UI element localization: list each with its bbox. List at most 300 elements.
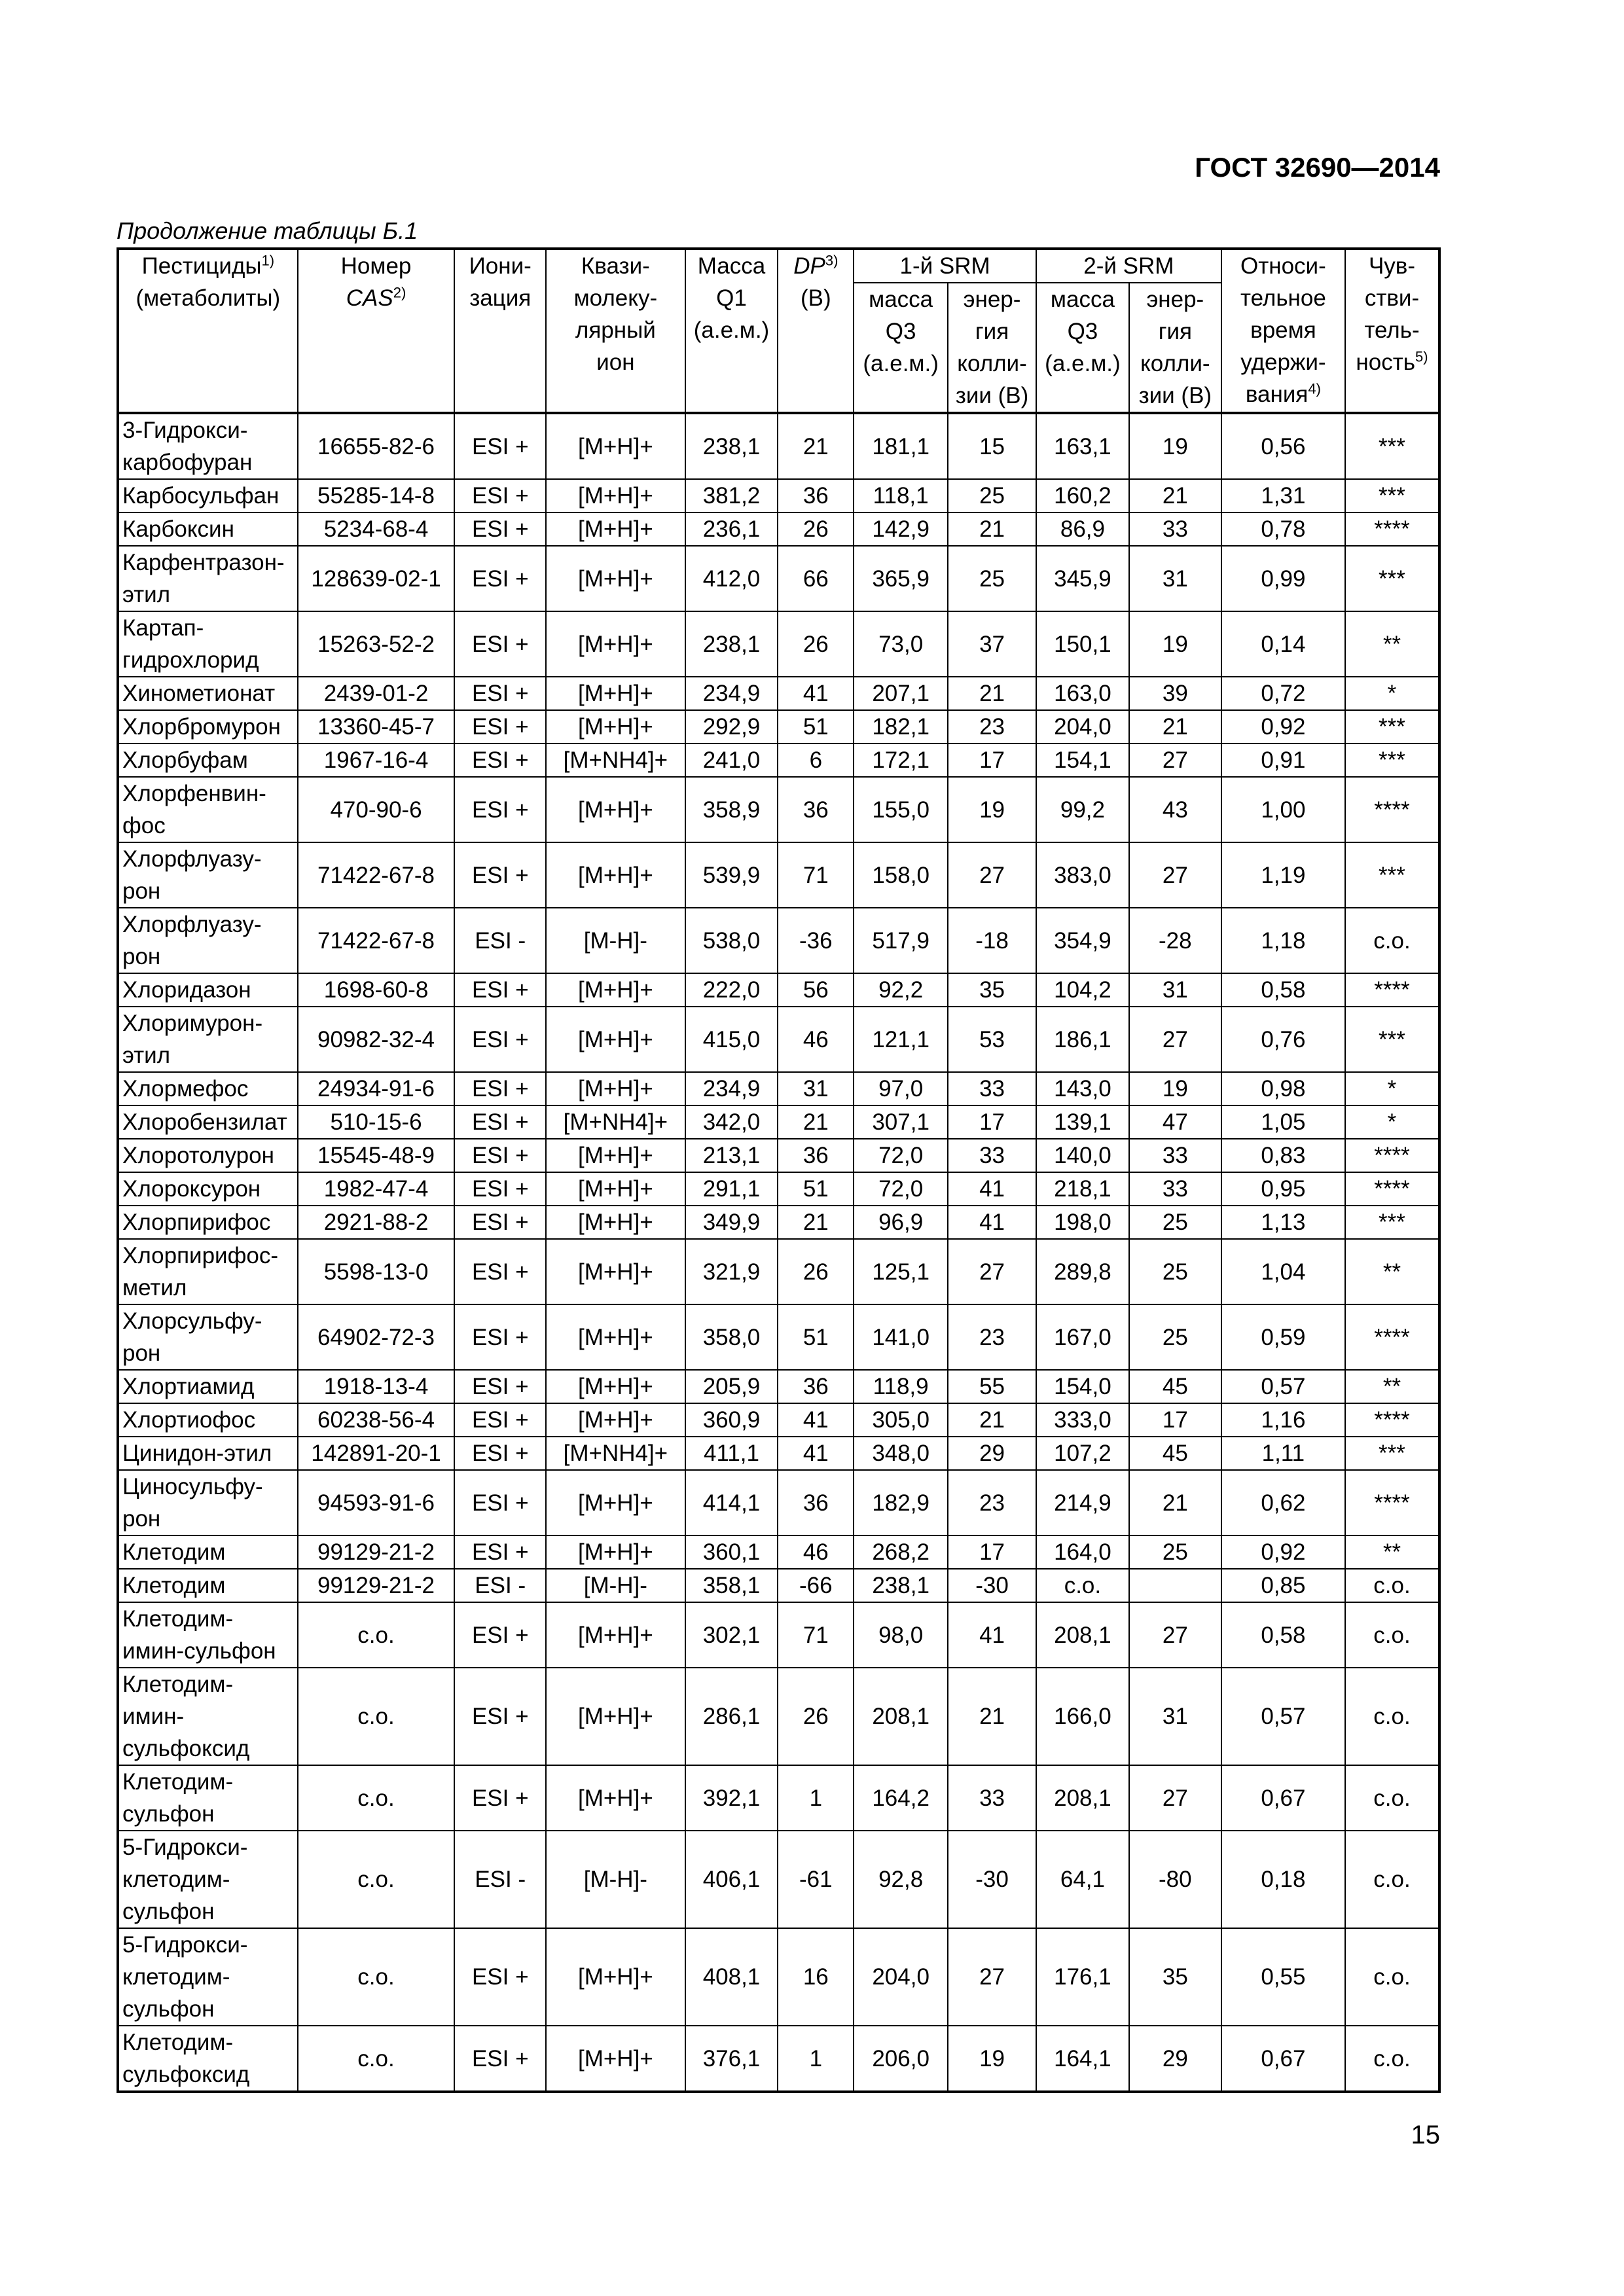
cell-srm1-energy: 21	[948, 1403, 1036, 1437]
cell-pesticide-name	[118, 1535, 298, 1569]
cell-dp: 26	[778, 611, 854, 677]
cell-ionization: ESI +	[454, 677, 546, 710]
cell-retention-time: 0,92	[1221, 710, 1345, 744]
cell-cas: 142891-20-1	[298, 1437, 455, 1470]
cell-cas: c.o.	[298, 1928, 455, 2026]
cell-ionization: ESI +	[454, 1535, 546, 1569]
cell-quasi-ion: [M+H]+	[546, 1602, 685, 1668]
cell-ionization: ESI +	[454, 611, 546, 677]
cell-mass-q1: 292,9	[685, 710, 778, 744]
pesticide-name-line: Карбоксин	[122, 516, 234, 542]
cell-sensitivity: ****	[1345, 1304, 1439, 1370]
pesticide-name-line: рон	[122, 1340, 161, 1366]
pesticide-name-line: рон	[122, 944, 161, 969]
col-quasi-ion: Квази- молеку- лярный ион	[546, 249, 685, 413]
col-srm1-mass: масса Q3 (а.е.м.)	[854, 283, 948, 413]
cell-retention-time: 0,67	[1221, 2026, 1345, 2092]
cell-srm2-mass: 218,1	[1036, 1172, 1129, 1206]
cell-srm2-mass: 186,1	[1036, 1007, 1129, 1072]
cell-cas: 90982-32-4	[298, 1007, 455, 1072]
cell-cas: 1967-16-4	[298, 744, 455, 777]
cell-quasi-ion: [M+H]+	[546, 1403, 685, 1437]
cell-dp: 36	[778, 777, 854, 842]
cell-cas: 71422-67-8	[298, 842, 455, 908]
cell-pesticide-name	[118, 546, 298, 611]
cell-mass-q1: 358,9	[685, 777, 778, 842]
cell-mass-q1: 236,1	[685, 512, 778, 546]
cell-pesticide-name	[118, 842, 298, 908]
cell-ionization: ESI +	[454, 777, 546, 842]
pesticide-table	[117, 247, 1441, 2093]
cell-srm2-mass: 154,1	[1036, 744, 1129, 777]
cell-srm1-energy: 21	[948, 1668, 1036, 1765]
cell-sensitivity: ****	[1345, 1470, 1439, 1535]
cell-srm1-mass: 96,9	[854, 1206, 948, 1239]
cell-dp: 21	[778, 1105, 854, 1139]
cell-srm1-energy: 55	[948, 1370, 1036, 1403]
pesticide-name-line: Хлорпирифос-	[122, 1243, 279, 1268]
cell-mass-q1: 411,1	[685, 1437, 778, 1470]
cell-retention-time: 1,04	[1221, 1239, 1345, 1304]
cell-srm1-energy: -18	[948, 908, 1036, 973]
cell-mass-q1: 222,0	[685, 973, 778, 1007]
cell-srm2-mass: c.o.	[1036, 1569, 1129, 1602]
pesticide-name-line: сульфон	[122, 1801, 215, 1827]
cell-retention-time: 0,99	[1221, 546, 1345, 611]
pesticide-name-line: Хлорбуфам	[122, 747, 248, 773]
cell-quasi-ion: [M+H]+	[546, 1668, 685, 1765]
pesticide-name-line: Хлорфлуазу-	[122, 846, 262, 872]
cell-sensitivity: ***	[1345, 842, 1439, 908]
pesticide-name-line: Клетодим-	[122, 1606, 234, 1632]
cell-retention-time: 0,58	[1221, 1602, 1345, 1668]
cell-dp: 41	[778, 677, 854, 710]
cell-quasi-ion: [M+H]+	[546, 611, 685, 677]
col-dp: DP$^{3)}$ (В)	[778, 249, 854, 413]
col-srm2: 2-й SRM	[1036, 249, 1221, 283]
cell-cas: 5598-13-0	[298, 1239, 455, 1304]
cell-quasi-ion: [M+H]+	[546, 512, 685, 546]
cell-srm2-mass: 163,0	[1036, 677, 1129, 710]
pesticide-name-line: Хлоридазон	[122, 977, 251, 1003]
table-row	[118, 1535, 1439, 1569]
cell-cas: 99129-21-2	[298, 1569, 455, 1602]
cell-pesticide-name	[118, 1007, 298, 1072]
cell-retention-time: 1,00	[1221, 777, 1345, 842]
table-caption: Продолжение таблицы Б.1	[117, 217, 418, 244]
cell-sensitivity: c.o.	[1345, 1831, 1439, 1928]
col-cas: Номер CAS$^{2)}$	[298, 249, 455, 413]
cell-srm1-mass: 142,9	[854, 512, 948, 546]
cell-quasi-ion: [M+H]+	[546, 1370, 685, 1403]
page-number: 15	[1411, 2121, 1440, 2149]
cell-sensitivity: c.o.	[1345, 908, 1439, 973]
cell-srm2-mass: 176,1	[1036, 1928, 1129, 2026]
document-id: ГОСТ 32690—2014	[1195, 152, 1440, 183]
cell-pesticide-name	[118, 1370, 298, 1403]
cell-srm2-energy: 47	[1129, 1105, 1221, 1139]
cell-srm1-mass: 182,1	[854, 710, 948, 744]
cell-mass-q1: 360,9	[685, 1403, 778, 1437]
cell-sensitivity: ****	[1345, 512, 1439, 546]
cell-ionization: ESI +	[454, 512, 546, 546]
cell-quasi-ion: [M+H]+	[546, 677, 685, 710]
cell-cas: 55285-14-8	[298, 479, 455, 512]
cell-srm1-mass: 517,9	[854, 908, 948, 973]
cell-mass-q1: 238,1	[685, 611, 778, 677]
pesticide-name-line: 3-Гидрокси-	[122, 418, 248, 443]
pesticide-name-line: Хлороксурон	[122, 1176, 261, 1202]
cell-pesticide-name	[118, 413, 298, 479]
cell-srm2-energy: 21	[1129, 710, 1221, 744]
cell-srm1-energy: 17	[948, 744, 1036, 777]
cell-srm2-mass: 289,8	[1036, 1239, 1129, 1304]
cell-sensitivity: ***	[1345, 546, 1439, 611]
cell-sensitivity: ***	[1345, 710, 1439, 744]
cell-pesticide-name	[118, 1172, 298, 1206]
pesticide-name-line: Хлортиамид	[122, 1374, 255, 1399]
cell-srm2-mass: 86,9	[1036, 512, 1129, 546]
cell-srm1-mass: 365,9	[854, 546, 948, 611]
cell-srm2-energy: 17	[1129, 1403, 1221, 1437]
cell-cas: 15263-52-2	[298, 611, 455, 677]
cell-mass-q1: 321,9	[685, 1239, 778, 1304]
cell-srm1-energy: -30	[948, 1831, 1036, 1928]
cell-retention-time: 0,98	[1221, 1072, 1345, 1105]
cell-retention-time: 1,16	[1221, 1403, 1345, 1437]
cell-quasi-ion: [M+H]+	[546, 1304, 685, 1370]
cell-ionization: ESI +	[454, 842, 546, 908]
cell-pesticide-name	[118, 2026, 298, 2092]
cell-dp: 71	[778, 1602, 854, 1668]
pesticide-name-line: Хлорфлуазу-	[122, 912, 262, 937]
cell-srm1-mass: 268,2	[854, 1535, 948, 1569]
cell-cas: 99129-21-2	[298, 1535, 455, 1569]
cell-retention-time: 1,31	[1221, 479, 1345, 512]
cell-mass-q1: 381,2	[685, 479, 778, 512]
cell-srm1-energy: 33	[948, 1765, 1036, 1831]
cell-srm1-mass: 118,9	[854, 1370, 948, 1403]
cell-ionization: ESI -	[454, 1831, 546, 1928]
cell-retention-time: 0,59	[1221, 1304, 1345, 1370]
cell-srm1-energy: 17	[948, 1535, 1036, 1569]
cell-srm2-energy: 39	[1129, 677, 1221, 710]
pesticide-name-line: Клетодим	[122, 1539, 226, 1565]
cell-mass-q1: 408,1	[685, 1928, 778, 2026]
pesticide-name-line: этил	[122, 1043, 171, 1068]
cell-dp: 46	[778, 1535, 854, 1569]
table-row	[118, 1765, 1439, 1831]
cell-ionization: ESI +	[454, 1470, 546, 1535]
cell-quasi-ion: [M-H]-	[546, 1569, 685, 1602]
cell-dp: 21	[778, 1206, 854, 1239]
cell-dp: 36	[778, 1139, 854, 1172]
cell-pesticide-name	[118, 512, 298, 546]
cell-mass-q1: 412,0	[685, 546, 778, 611]
table-row	[118, 1602, 1439, 1668]
pesticide-name-line: рон	[122, 1506, 161, 1532]
pesticide-name-line: гидрохлорид	[122, 647, 259, 673]
cell-ionization: ESI +	[454, 413, 546, 479]
pesticide-name-line: сульфон	[122, 1996, 215, 2022]
cell-sensitivity: **	[1345, 1370, 1439, 1403]
cell-sensitivity: ***	[1345, 1206, 1439, 1239]
cell-retention-time: 0,57	[1221, 1370, 1345, 1403]
cell-sensitivity: c.o.	[1345, 1569, 1439, 1602]
cell-srm2-mass: 139,1	[1036, 1105, 1129, 1139]
cell-quasi-ion: [M+H]+	[546, 842, 685, 908]
cell-srm2-energy: 31	[1129, 546, 1221, 611]
table-row	[118, 1072, 1439, 1105]
cell-cas: c.o.	[298, 1765, 455, 1831]
cell-pesticide-name	[118, 677, 298, 710]
cell-mass-q1: 291,1	[685, 1172, 778, 1206]
cell-mass-q1: 234,9	[685, 677, 778, 710]
cell-mass-q1: 538,0	[685, 908, 778, 973]
pesticide-name-line: этил	[122, 582, 171, 607]
table-row	[118, 1007, 1439, 1072]
cell-srm1-mass: 118,1	[854, 479, 948, 512]
cell-cas: 128639-02-1	[298, 546, 455, 611]
cell-srm1-mass: 125,1	[854, 1239, 948, 1304]
cell-sensitivity: c.o.	[1345, 1668, 1439, 1765]
cell-srm2-mass: 160,2	[1036, 479, 1129, 512]
cell-srm1-energy: 35	[948, 973, 1036, 1007]
pesticide-name-line: Клетодим-	[122, 1672, 234, 1697]
cell-retention-time: 0,67	[1221, 1765, 1345, 1831]
cell-srm1-mass: 97,0	[854, 1072, 948, 1105]
cell-srm2-mass: 150,1	[1036, 611, 1129, 677]
pesticide-name-line: Карфентразон-	[122, 550, 285, 575]
cell-srm1-energy: 41	[948, 1172, 1036, 1206]
pesticide-name-line: Клетодим-	[122, 1769, 234, 1795]
pesticide-name-line: карбофуран	[122, 450, 253, 475]
cell-cas: 64902-72-3	[298, 1304, 455, 1370]
cell-srm2-mass: 167,0	[1036, 1304, 1129, 1370]
cell-sensitivity: *	[1345, 1072, 1439, 1105]
cell-sensitivity: **	[1345, 611, 1439, 677]
cell-mass-q1: 376,1	[685, 2026, 778, 2092]
cell-srm1-mass: 172,1	[854, 744, 948, 777]
pesticide-name-line: сульфоксид	[122, 2062, 250, 2087]
cell-srm2-energy: 33	[1129, 1172, 1221, 1206]
pesticide-name-line: Циносульфу-	[122, 1474, 263, 1499]
cell-srm1-energy: 37	[948, 611, 1036, 677]
pesticide-name-line: Хлормефос	[122, 1076, 249, 1102]
cell-quasi-ion: [M+H]+	[546, 479, 685, 512]
cell-ionization: ESI +	[454, 1007, 546, 1072]
cell-pesticide-name	[118, 744, 298, 777]
cell-srm2-mass: 204,0	[1036, 710, 1129, 744]
table-row	[118, 973, 1439, 1007]
cell-ionization: ESI +	[454, 744, 546, 777]
cell-retention-time: 1,11	[1221, 1437, 1345, 1470]
pesticide-name-line: имин-сульфон	[122, 1638, 276, 1664]
cell-srm1-mass: 92,2	[854, 973, 948, 1007]
pesticide-name-line: Клетодим-	[122, 2030, 234, 2055]
cell-mass-q1: 349,9	[685, 1206, 778, 1239]
cell-retention-time: 0,72	[1221, 677, 1345, 710]
pesticide-name-line: Хлоробензилат	[122, 1109, 287, 1135]
table-row	[118, 546, 1439, 611]
cell-retention-time: 0,95	[1221, 1172, 1345, 1206]
table-row	[118, 1239, 1439, 1304]
cell-dp: 66	[778, 546, 854, 611]
cell-srm1-energy: 33	[948, 1072, 1036, 1105]
cell-srm1-energy: 41	[948, 1602, 1036, 1668]
table-row	[118, 1569, 1439, 1602]
table-row	[118, 1172, 1439, 1206]
cell-mass-q1: 358,0	[685, 1304, 778, 1370]
pesticide-name-line: сульфоксид	[122, 1736, 250, 1761]
cell-ionization: ESI +	[454, 1668, 546, 1765]
cell-quasi-ion: [M+H]+	[546, 1765, 685, 1831]
table-row	[118, 1831, 1439, 1928]
pesticide-name-line: рон	[122, 878, 161, 904]
table-row	[118, 842, 1439, 908]
cell-srm1-mass: 305,0	[854, 1403, 948, 1437]
cell-srm2-mass: 214,9	[1036, 1470, 1129, 1535]
cell-pesticide-name	[118, 1569, 298, 1602]
cell-mass-q1: 238,1	[685, 413, 778, 479]
table-row	[118, 1470, 1439, 1535]
cell-sensitivity: ***	[1345, 413, 1439, 479]
pesticide-name-line: Хлоримурон-	[122, 1011, 263, 1036]
cell-sensitivity: *	[1345, 677, 1439, 710]
cell-srm1-mass: 204,0	[854, 1928, 948, 2026]
cell-ionization: ESI -	[454, 908, 546, 973]
cell-srm2-mass: 64,1	[1036, 1831, 1129, 1928]
cell-dp: -61	[778, 1831, 854, 1928]
pesticide-name-line: Хлорфенвин-	[122, 781, 266, 806]
cell-srm1-energy: 27	[948, 842, 1036, 908]
table-row	[118, 1928, 1439, 2026]
pesticide-name-line: Хлоротолурон	[122, 1143, 274, 1168]
cell-dp: 1	[778, 2026, 854, 2092]
cell-srm1-mass: 208,1	[854, 1668, 948, 1765]
pesticide-name-line: имин-	[122, 1704, 185, 1729]
cell-cas: 470-90-6	[298, 777, 455, 842]
cell-srm1-energy: 21	[948, 512, 1036, 546]
cell-pesticide-name	[118, 777, 298, 842]
cell-pesticide-name	[118, 1928, 298, 2026]
cell-sensitivity: c.o.	[1345, 1765, 1439, 1831]
cell-cas: 5234-68-4	[298, 512, 455, 546]
cell-srm2-mass: 107,2	[1036, 1437, 1129, 1470]
cell-srm1-mass: 121,1	[854, 1007, 948, 1072]
cell-quasi-ion: [M+NH4]+	[546, 1437, 685, 1470]
cell-retention-time: 1,19	[1221, 842, 1345, 908]
cell-srm2-energy: 19	[1129, 611, 1221, 677]
cell-srm2-energy: 21	[1129, 1470, 1221, 1535]
table-row	[118, 1370, 1439, 1403]
cell-ionization: ESI +	[454, 1437, 546, 1470]
cell-srm2-energy: 21	[1129, 479, 1221, 512]
cell-mass-q1: 539,9	[685, 842, 778, 908]
cell-srm1-mass: 155,0	[854, 777, 948, 842]
cell-srm2-energy: -80	[1129, 1831, 1221, 1928]
cell-sensitivity: **	[1345, 1535, 1439, 1569]
table-row	[118, 611, 1439, 677]
cell-pesticide-name	[118, 1470, 298, 1535]
cell-cas: 13360-45-7	[298, 710, 455, 744]
cell-cas: 15545-48-9	[298, 1139, 455, 1172]
cell-ionization: ESI +	[454, 1072, 546, 1105]
cell-dp: 26	[778, 512, 854, 546]
cell-sensitivity: c.o.	[1345, 2026, 1439, 2092]
table-row	[118, 710, 1439, 744]
cell-dp: 71	[778, 842, 854, 908]
cell-ionization: ESI +	[454, 973, 546, 1007]
cell-mass-q1: 415,0	[685, 1007, 778, 1072]
cell-cas: 1918-13-4	[298, 1370, 455, 1403]
cell-sensitivity: ****	[1345, 1139, 1439, 1172]
cell-srm2-energy: 27	[1129, 1007, 1221, 1072]
cell-pesticide-name	[118, 1206, 298, 1239]
cell-srm1-energy: 29	[948, 1437, 1036, 1470]
cell-cas: 1982-47-4	[298, 1172, 455, 1206]
cell-pesticide-name	[118, 1403, 298, 1437]
cell-srm2-energy: 33	[1129, 1139, 1221, 1172]
cell-dp: 41	[778, 1437, 854, 1470]
cell-sensitivity: c.o.	[1345, 1928, 1439, 2026]
cell-srm2-mass: 143,0	[1036, 1072, 1129, 1105]
table-row	[118, 413, 1439, 479]
cell-srm1-energy: 19	[948, 2026, 1036, 2092]
cell-srm1-mass: 72,0	[854, 1172, 948, 1206]
cell-dp: 51	[778, 1172, 854, 1206]
cell-srm2-energy: 27	[1129, 744, 1221, 777]
cell-srm1-energy: -30	[948, 1569, 1036, 1602]
cell-retention-time: 0,56	[1221, 413, 1345, 479]
cell-srm1-mass: 238,1	[854, 1569, 948, 1602]
cell-srm2-energy: 31	[1129, 1668, 1221, 1765]
cell-ionization: ESI +	[454, 1206, 546, 1239]
cell-ionization: ESI +	[454, 1304, 546, 1370]
cell-srm2-mass: 163,1	[1036, 413, 1129, 479]
cell-pesticide-name	[118, 611, 298, 677]
cell-mass-q1: 406,1	[685, 1831, 778, 1928]
cell-mass-q1: 358,1	[685, 1569, 778, 1602]
cell-cas: c.o.	[298, 1668, 455, 1765]
cell-cas: 2921-88-2	[298, 1206, 455, 1239]
cell-quasi-ion: [M+H]+	[546, 2026, 685, 2092]
table-row	[118, 1668, 1439, 1765]
cell-retention-time: 0,57	[1221, 1668, 1345, 1765]
cell-dp: 51	[778, 1304, 854, 1370]
cell-ionization: ESI +	[454, 1602, 546, 1668]
cell-srm1-energy: 23	[948, 710, 1036, 744]
cell-ionization: ESI +	[454, 1105, 546, 1139]
cell-retention-time: 0,91	[1221, 744, 1345, 777]
cell-mass-q1: 414,1	[685, 1470, 778, 1535]
cell-ionization: ESI +	[454, 1239, 546, 1304]
table-row	[118, 2026, 1439, 2092]
cell-sensitivity: **	[1345, 1239, 1439, 1304]
cell-retention-time: 0,85	[1221, 1569, 1345, 1602]
cell-mass-q1: 241,0	[685, 744, 778, 777]
cell-pesticide-name	[118, 1105, 298, 1139]
cell-dp: 36	[778, 1370, 854, 1403]
cell-srm1-energy: 25	[948, 546, 1036, 611]
cell-dp: 36	[778, 1470, 854, 1535]
cell-mass-q1: 302,1	[685, 1602, 778, 1668]
cell-quasi-ion: [M-H]-	[546, 1831, 685, 1928]
pesticide-name-line: Хлорбромурон	[122, 714, 281, 740]
cell-srm1-mass: 164,2	[854, 1765, 948, 1831]
cell-srm2-mass: 198,0	[1036, 1206, 1129, 1239]
cell-quasi-ion: [M+H]+	[546, 973, 685, 1007]
